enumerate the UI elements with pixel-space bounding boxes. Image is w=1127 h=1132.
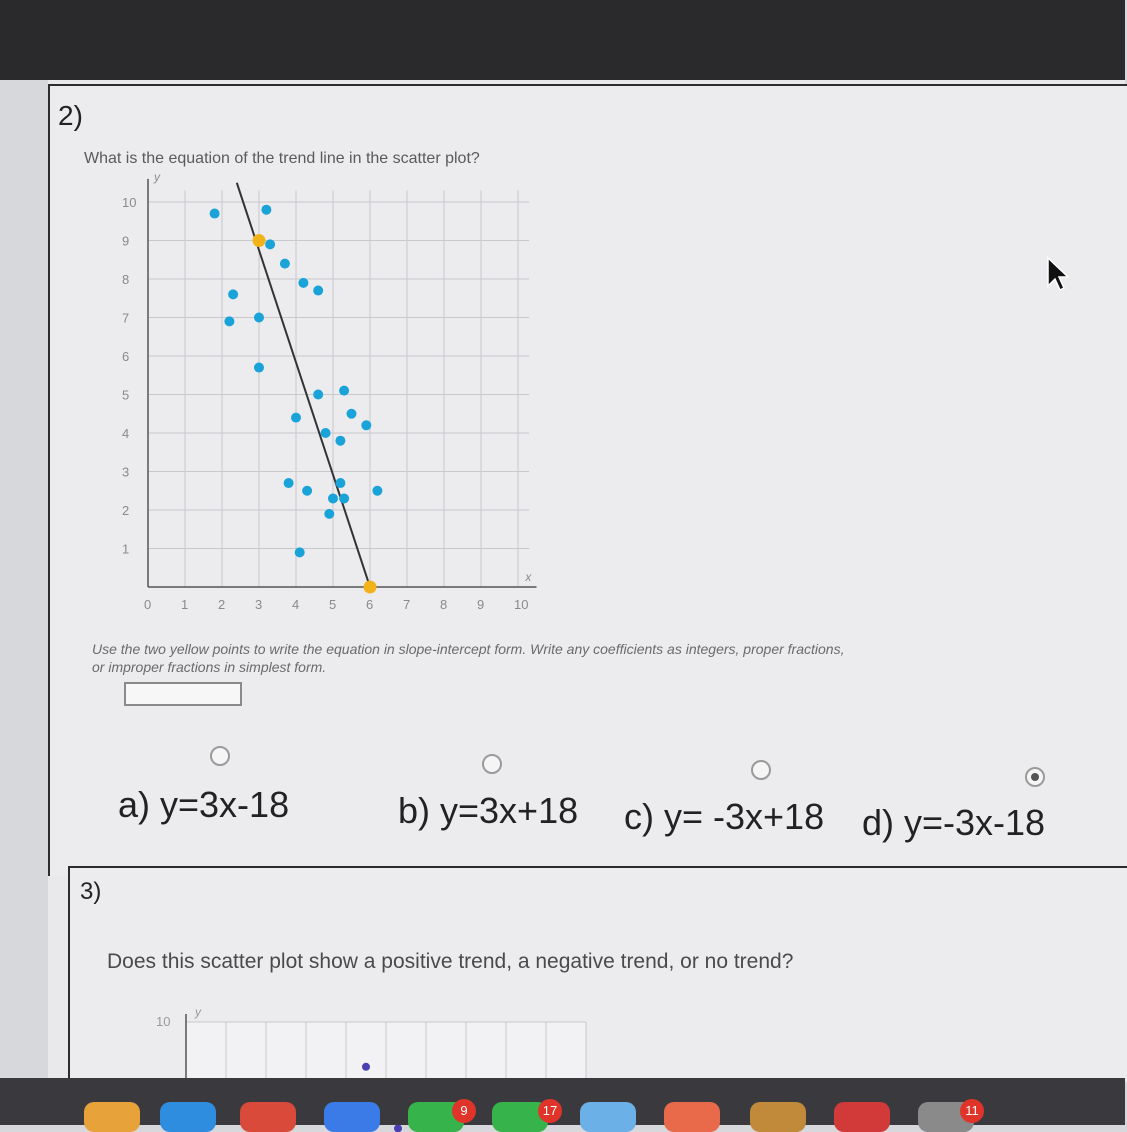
app-icon-notes[interactable] — [750, 1102, 806, 1132]
data-point — [372, 486, 382, 496]
data-point — [335, 478, 345, 488]
q3-ylabel: y — [195, 1005, 201, 1019]
y-tick-label: 2 — [122, 503, 130, 518]
mouse-cursor-icon — [1046, 256, 1068, 292]
y-tick-label: 9 — [122, 233, 130, 249]
data-point — [284, 478, 294, 488]
choice-d-label[interactable]: d) y=-3x-18 — [862, 802, 1046, 843]
data-point — [298, 278, 308, 288]
app-icon-photos[interactable] — [664, 1102, 720, 1132]
app-icon-safari[interactable] — [160, 1102, 216, 1132]
scatter-plot-q3 — [150, 1000, 610, 1080]
data-point — [210, 209, 220, 219]
app-icon-launchpad[interactable] — [84, 1102, 140, 1132]
x-tick-label: 7 — [403, 597, 411, 612]
data-point — [321, 428, 331, 438]
settings-badge: 11 — [960, 1099, 984, 1123]
data-point — [361, 420, 371, 430]
data-point — [339, 493, 349, 503]
x-tick-label: 3 — [255, 597, 263, 612]
app-icon-mail[interactable] — [324, 1102, 380, 1132]
x-axis-label: x — [525, 570, 532, 584]
facetime-badge: 17 — [538, 1099, 562, 1123]
x-tick-label: 8 — [440, 597, 448, 612]
device-bezel — [0, 0, 1125, 80]
data-point — [295, 547, 305, 557]
y-axis-label: y — [154, 169, 160, 184]
data-point — [302, 486, 312, 496]
data-point — [254, 313, 264, 323]
highlight-point — [364, 581, 377, 594]
instructions: Use the two yellow points to write the equation in slope-intercept form. Write any coefficients as integers, proper fractions, or improper fractions in simplest form. — [92, 641, 845, 675]
app-icon-maps[interactable] — [580, 1102, 636, 1132]
x-tick-label: 1 — [181, 597, 189, 612]
choice-a-label[interactable]: a) y=3x-18 — [118, 784, 290, 825]
answer-input[interactable] — [124, 682, 242, 706]
choice-b-radio[interactable] — [482, 754, 502, 774]
choice-d-radio[interactable] — [1025, 767, 1045, 787]
data-point — [280, 259, 290, 269]
question-2-prompt: What is the equation of the trend line in the scatter plot? — [84, 150, 480, 167]
data-point — [335, 436, 345, 446]
data-point — [291, 413, 301, 423]
x-tick-label: 5 — [329, 597, 337, 612]
q3-data-point — [394, 1124, 402, 1132]
data-point — [328, 493, 338, 503]
scatter-plot-q2 — [100, 169, 540, 620]
x-tick-label: 9 — [477, 597, 485, 612]
data-point — [339, 386, 349, 396]
x-tick-label: 0 — [144, 597, 152, 612]
q3-data-point — [362, 1063, 370, 1071]
y-tick-label: 7 — [122, 310, 130, 326]
data-point — [224, 316, 234, 326]
y-tick-label: 3 — [122, 464, 130, 480]
data-point — [347, 409, 357, 419]
highlight-point — [253, 234, 266, 247]
y-tick-label: 5 — [122, 387, 130, 403]
y-tick-label: 1 — [122, 541, 130, 557]
question-3-prompt: Does this scatter plot show a positive trend, a negative trend, or no trend? — [107, 950, 794, 973]
y-tick-label: 4 — [122, 426, 130, 441]
y-tick-label: 10 — [122, 195, 137, 210]
data-point — [265, 239, 275, 249]
app-icon-chrome[interactable] — [240, 1102, 296, 1132]
y-tick-label: 6 — [122, 349, 130, 364]
choice-c-label[interactable]: c) y= -3x+18 — [624, 796, 825, 837]
data-point — [228, 289, 238, 299]
app-icon-calendar[interactable] — [834, 1102, 890, 1132]
data-point — [313, 286, 323, 296]
x-tick-label: 10 — [514, 597, 529, 612]
choice-a-radio[interactable] — [210, 746, 230, 766]
y-tick-label: 8 — [122, 272, 130, 287]
choice-b-label[interactable]: b) y=3x+18 — [398, 790, 579, 831]
data-point — [261, 205, 271, 215]
q3-ytick-top: 10 — [156, 1014, 171, 1029]
x-tick-label: 2 — [218, 597, 226, 612]
messages-badge: 9 — [452, 1099, 476, 1123]
data-point — [254, 363, 264, 373]
question-3-number: 3) — [80, 878, 102, 905]
choice-c-radio[interactable] — [751, 760, 771, 780]
x-tick-label: 4 — [292, 597, 300, 612]
data-point — [313, 390, 323, 400]
question-2-number: 2) — [58, 100, 83, 131]
x-tick-label: 6 — [366, 597, 374, 612]
data-point — [324, 509, 334, 519]
